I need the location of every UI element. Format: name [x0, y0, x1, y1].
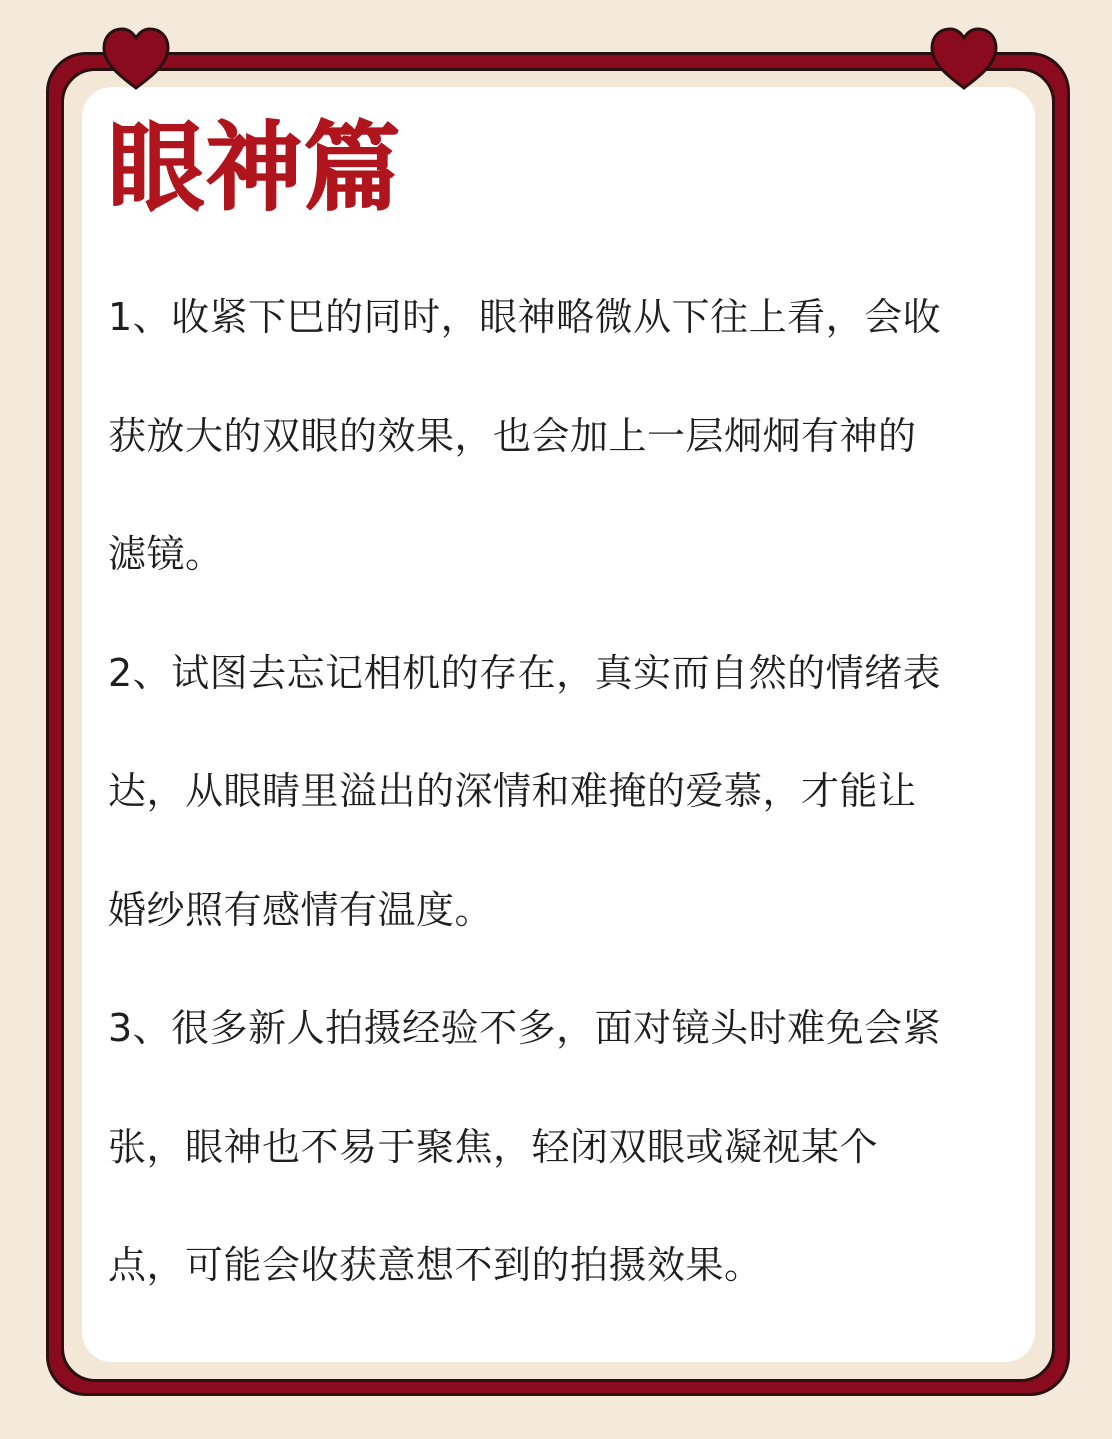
tip-line: 张，眼神也不易于聚焦，轻闭双眼或凝视某个 — [108, 1124, 879, 1169]
tip-line: 获放大的双眼的效果，也会加上一层炯炯有神的 — [108, 413, 917, 458]
tip-line: 2、试图去忘记相机的存在，真实而自然的情绪表 — [108, 650, 942, 695]
tip-paragraph-2 — [108, 642, 1008, 998]
tip-line: 滤镜。 — [108, 532, 224, 576]
tip-line: 点，可能会收获意想不到的拍摄效果。 — [108, 1243, 763, 1287]
tip-line: 1、收紧下巴的同时，眼神略微从下往上看，会收 — [108, 295, 942, 339]
tip-paragraph-1 — [108, 286, 1008, 642]
tips-content — [108, 286, 1008, 1353]
heart-icon — [100, 26, 172, 92]
tip-line: 婚纱照有感情有温度。 — [108, 887, 494, 932]
tip-line: 3、很多新人拍摄经验不多，面对镜头时难免会紧 — [108, 1006, 942, 1050]
tip-line: 达，从眼睛里溢出的深情和难掩的爱慕，才能让 — [108, 769, 917, 813]
heart-icon — [928, 26, 1000, 92]
tip-paragraph-3 — [108, 997, 1008, 1353]
page-title: 眼神篇 — [108, 112, 402, 224]
